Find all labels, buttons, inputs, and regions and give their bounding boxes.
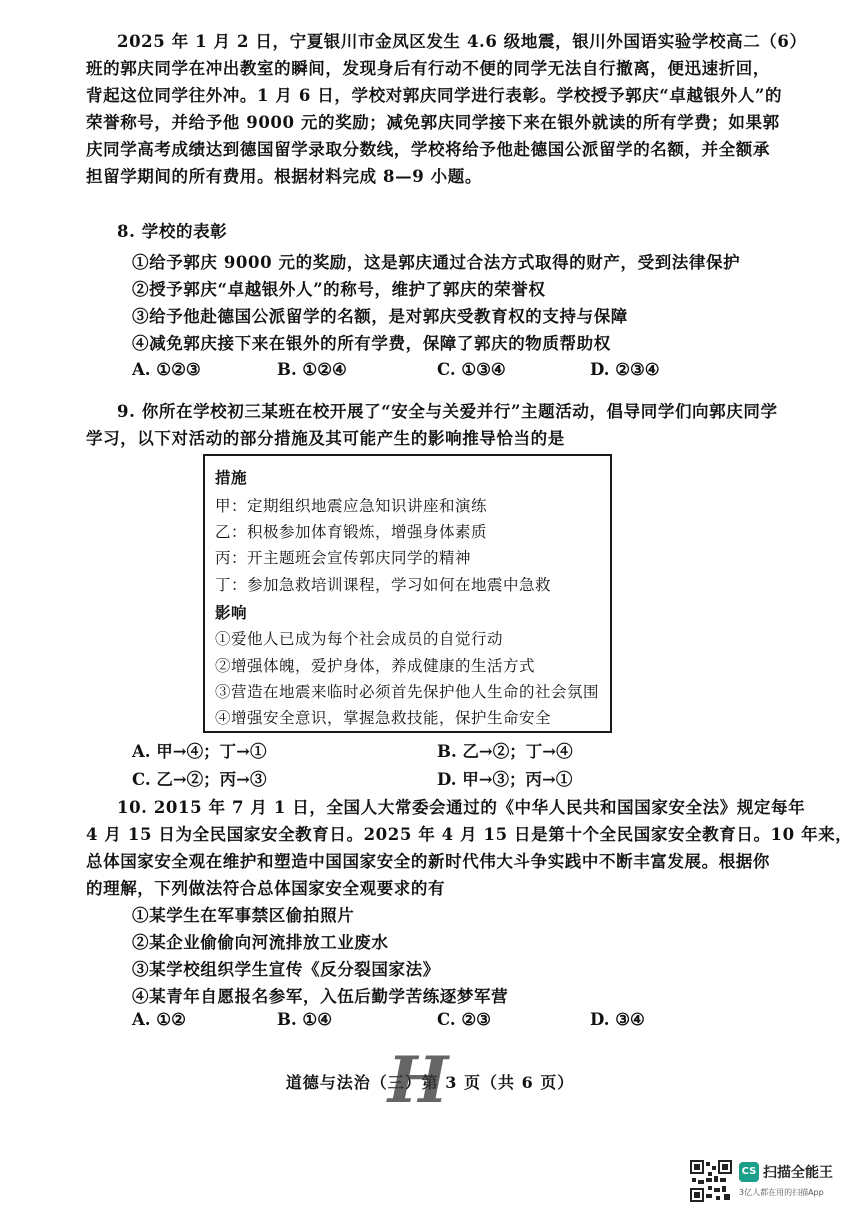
stamp-watermark: H <box>387 1043 449 1118</box>
intro-line: 2025 年 1 月 2 日，宁夏银川市金凤区发生 4.6 级地震，银川外国语实验学校高二（6） <box>117 32 807 51</box>
page-footer: 道德与法治（三）第 3 页（共 6 页） <box>285 1073 575 1092</box>
question-stem: 总体国家安全观在维护和塑造中国国家安全的新时代伟大斗争实践中不断丰富发展。根据你 <box>86 852 770 871</box>
option-a: A. ①② <box>132 1010 186 1029</box>
app-tagline: 3亿人都在用的扫描App <box>739 1188 824 1197</box>
statement-item: ②授予郭庆“卓越银外人”的称号，维护了郭庆的荣誉权 <box>132 280 546 299</box>
scanner-brand <box>690 1160 850 1204</box>
option-a: A. 甲→④；丁→① <box>132 742 267 761</box>
statement-item: ④某青年自愿报名参军，入伍后勤学苦练逐梦军营 <box>132 987 509 1006</box>
statement-item: ②某企业偷偷向河流排放工业废水 <box>132 933 389 952</box>
qr-code-icon <box>690 1160 732 1202</box>
option-d: D. 甲→③；丙→① <box>437 770 573 789</box>
measure-item: 丙：开主题班会宣传郭庆同学的精神 <box>215 549 472 567</box>
question-stem: 学习，以下对活动的部分措施及其可能产生的影响推导恰当的是 <box>86 429 565 448</box>
effect-item: ①爱他人已成为每个社会成员的自觉行动 <box>215 630 504 648</box>
statement-item: ④减免郭庆接下来在银外的所有学费，保障了郭庆的物质帮助权 <box>132 334 611 353</box>
option-c: C. ①③④ <box>437 360 506 379</box>
effect-item: ②增强体魄，爱护身体，养成健康的生活方式 <box>215 657 536 675</box>
option-a: A. ①②③ <box>132 360 201 379</box>
question-stem: 的理解，下列做法符合总体国家安全观要求的有 <box>86 879 446 898</box>
option-d: D. ③④ <box>590 1010 645 1029</box>
measure-item: 甲：定期组织地震应急知识讲座和演练 <box>215 497 488 515</box>
measure-item: 乙：积极参加体育锻炼，增强身体素质 <box>215 523 488 541</box>
effect-item: ④增强安全意识，掌握急救技能，保护生命安全 <box>215 709 552 727</box>
effect-item: ③营造在地震来临时必须首先保护他人生命的社会氛围 <box>215 683 600 701</box>
measures-effects-box <box>203 454 612 733</box>
intro-line: 庆同学高考成绩达到德国留学录取分数线，学校将给予他赴德国公派留学的名额，并全额承 <box>86 140 770 159</box>
intro-line: 背起这位同学往外冲。1 月 6 日，学校对郭庆同学进行表彰。学校授予郭庆“卓越银外人”的 <box>86 86 783 105</box>
question-stem: 10. 2015 年 7 月 1 日，全国人大常委会通过的《中华人民共和国国家安全法》规定每年 <box>117 798 806 817</box>
intro-line: 班的郭庆同学在冲出教室的瞬间，发现身后有行动不便的同学无法自行撤离，便迅速折回， <box>86 59 770 78</box>
option-b: B. ①②④ <box>277 360 347 379</box>
option-b: B. ①④ <box>277 1010 333 1029</box>
statement-item: ③给予他赴德国公派留学的名额，是对郭庆受教育权的支持与保障 <box>132 307 628 326</box>
measure-item: 丁：参加急救培训课程，学习如何在地震中急救 <box>215 576 552 594</box>
app-name: 扫描全能王 <box>763 1165 833 1181</box>
app-logo: CS <box>739 1162 759 1182</box>
question-stem: 8. 学校的表彰 <box>117 222 228 241</box>
statement-item: ③某学校组织学生宣传《反分裂国家法》 <box>132 960 440 979</box>
option-b: B. 乙→②；丁→④ <box>437 742 573 761</box>
effects-title: 影响 <box>215 603 248 622</box>
intro-line: 荣誉称号，并给予他 9000 元的奖励；减免郭庆同学接下来在银外就读的所有学费；如果郭 <box>86 113 780 132</box>
option-c: C. ②③ <box>437 1010 491 1029</box>
option-d: D. ②③④ <box>590 360 660 379</box>
statement-item: ①给予郭庆 9000 元的奖励，这是郭庆通过合法方式取得的财产，受到法律保护 <box>132 253 741 272</box>
option-c: C. 乙→②；丙→③ <box>132 770 267 789</box>
intro-line: 担留学期间的所有费用。根据材料完成 8—9 小题。 <box>86 167 482 186</box>
measures-title: 措施 <box>215 468 248 487</box>
question-stem: 4 月 15 日为全民国家安全教育日。2025 年 4 月 15 日是第十个全民国家安全教育日。10 年来， <box>86 825 853 844</box>
statement-item: ①某学生在军事禁区偷拍照片 <box>132 906 355 925</box>
question-stem: 9. 你所在学校初三某班在校开展了“安全与关爱并行”主题活动，倡导同学们向郭庆同学 <box>117 402 778 421</box>
